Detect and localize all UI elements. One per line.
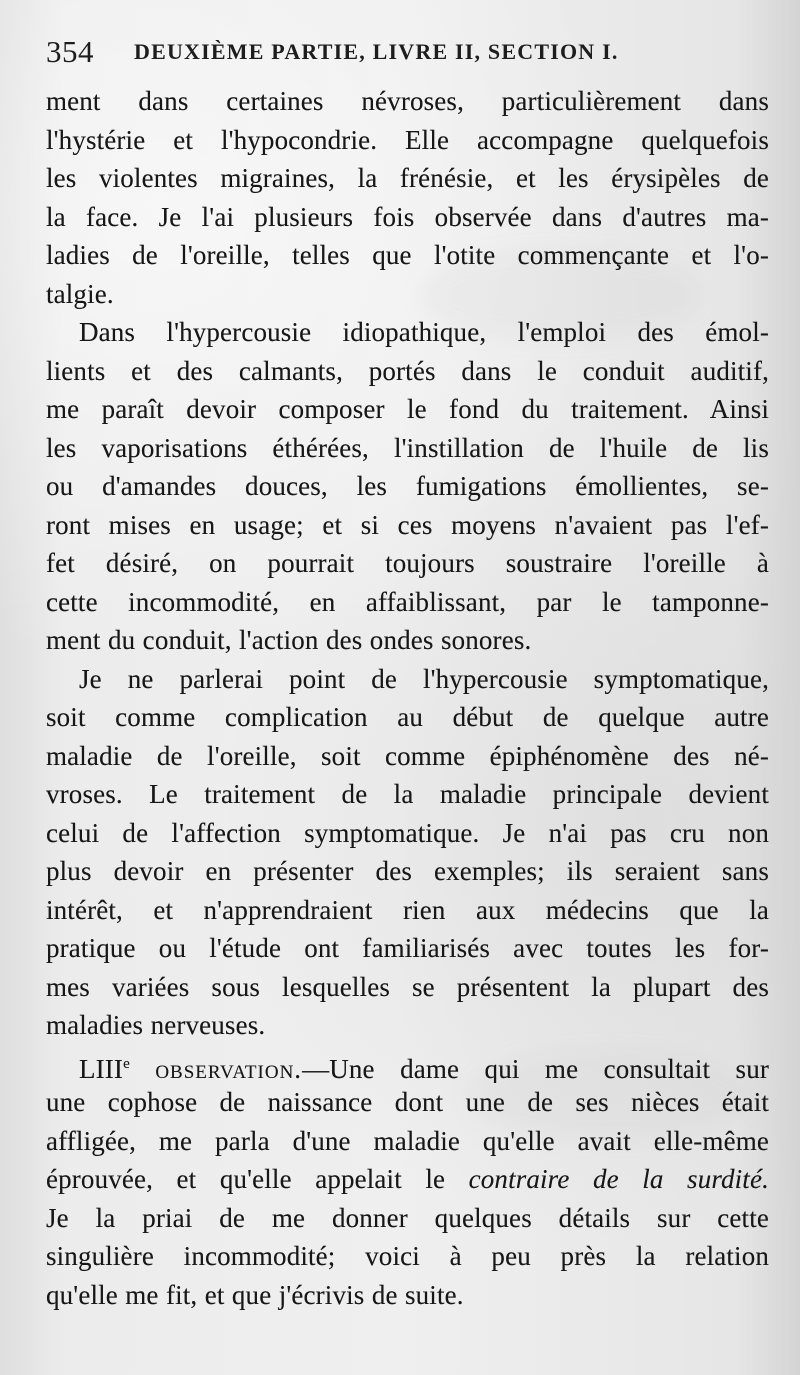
text-line: maladies nerveuses. — [46, 1010, 266, 1040]
observation-intro-text: —Une dame qui me consultait sur — [302, 1053, 769, 1083]
text-line: fet désiré, on pourrait toujours soustraire l'oreille à — [46, 548, 769, 578]
text-line: singulière incommodité; voici à peu près la relation — [46, 1241, 769, 1271]
text-line: vroses. Le traitement de la maladie principale devient — [46, 779, 769, 809]
text-line: lients et des calmants, portés dans le conduit auditif, — [46, 355, 769, 386]
text-line — [46, 1160, 769, 1199]
text-line: ment du conduit, l'action des ondes sonores. — [46, 625, 532, 655]
observation-heading-line — [46, 1045, 769, 1084]
text-line: me paraît devoir composer le fond du traitement. Ainsi — [46, 394, 769, 424]
paragraph-start-line: Je ne parlerai point de l'hypercousie symptomatique, — [79, 663, 769, 694]
text-line: pratique ou l'étude ont familiarisés avec toutes les for- — [46, 933, 769, 963]
text-line: celui de l'affection symptomatique. Je n'ai pas cru non — [46, 817, 769, 848]
italic-phrase: contraire de la surdité. — [468, 1164, 769, 1194]
page-number: 354 — [46, 34, 94, 69]
text-line: qu'elle me fit, et que j'écrivis de suite. — [46, 1279, 464, 1310]
observation-number-superscript: e — [123, 1055, 130, 1072]
text-line: une cophose de naissance dont une de ses nièces était — [46, 1087, 769, 1117]
text-line: les vaporisations éthérées, l'instillation de l'huile de lis — [46, 432, 769, 463]
text-line: Je la priai de me donner quelques détails sur cette — [46, 1202, 769, 1233]
text-line: intérêt, et n'apprendraient rien aux médecins que la — [46, 894, 769, 925]
text-line: la face. Je l'ai plusieurs fois observée dans d'autres ma- — [46, 201, 769, 232]
text-line: ou d'amandes douces, les fumigations émollientes, se- — [46, 471, 769, 501]
text-line: maladie de l'oreille, soit comme épiphénomène des né- — [46, 740, 769, 771]
text-line: cette incommodité, en affaiblissant, par le tamponne- — [46, 586, 769, 617]
paragraph-start-line: Dans l'hypercousie idiopathique, l'emploi des émol- — [79, 317, 769, 347]
text-line: soit comme complication au début de quelque autre — [46, 702, 769, 732]
text-line: ront mises en usage; et si ces moyens n'avaient pas l'ef- — [46, 509, 769, 540]
page-header — [46, 34, 746, 70]
text-line: les violentes migraines, la frénésie, et les érysipèles de — [46, 163, 769, 193]
text-line: plus devoir en présenter des exemples; ils seraient sans — [46, 856, 769, 886]
observation-line-start: éprouvée, et qu'elle appelait le — [46, 1164, 469, 1194]
text-line: affligée, me parla d'une maladie qu'elle avait elle-même — [46, 1125, 769, 1156]
text-line: talgie. — [46, 278, 114, 309]
text-line: l'hystérie et l'hypocondrie. Elle accompagne quelquefois — [46, 124, 769, 155]
text-line: mes variées sous lesquelles se présentent la plupart des — [46, 971, 769, 1002]
text-line: ladies de l'oreille, telles que l'otite commençante et l'o- — [46, 240, 769, 270]
page-text — [46, 82, 769, 1314]
text-line: ment dans certaines névroses, particulièrement dans — [46, 86, 769, 116]
observation-label: observation. — [155, 1053, 303, 1083]
running-head: DEUXIÈME PARTIE, LIVRE II, SECTION I. — [134, 39, 619, 64]
observation-number: LIII — [79, 1053, 124, 1083]
